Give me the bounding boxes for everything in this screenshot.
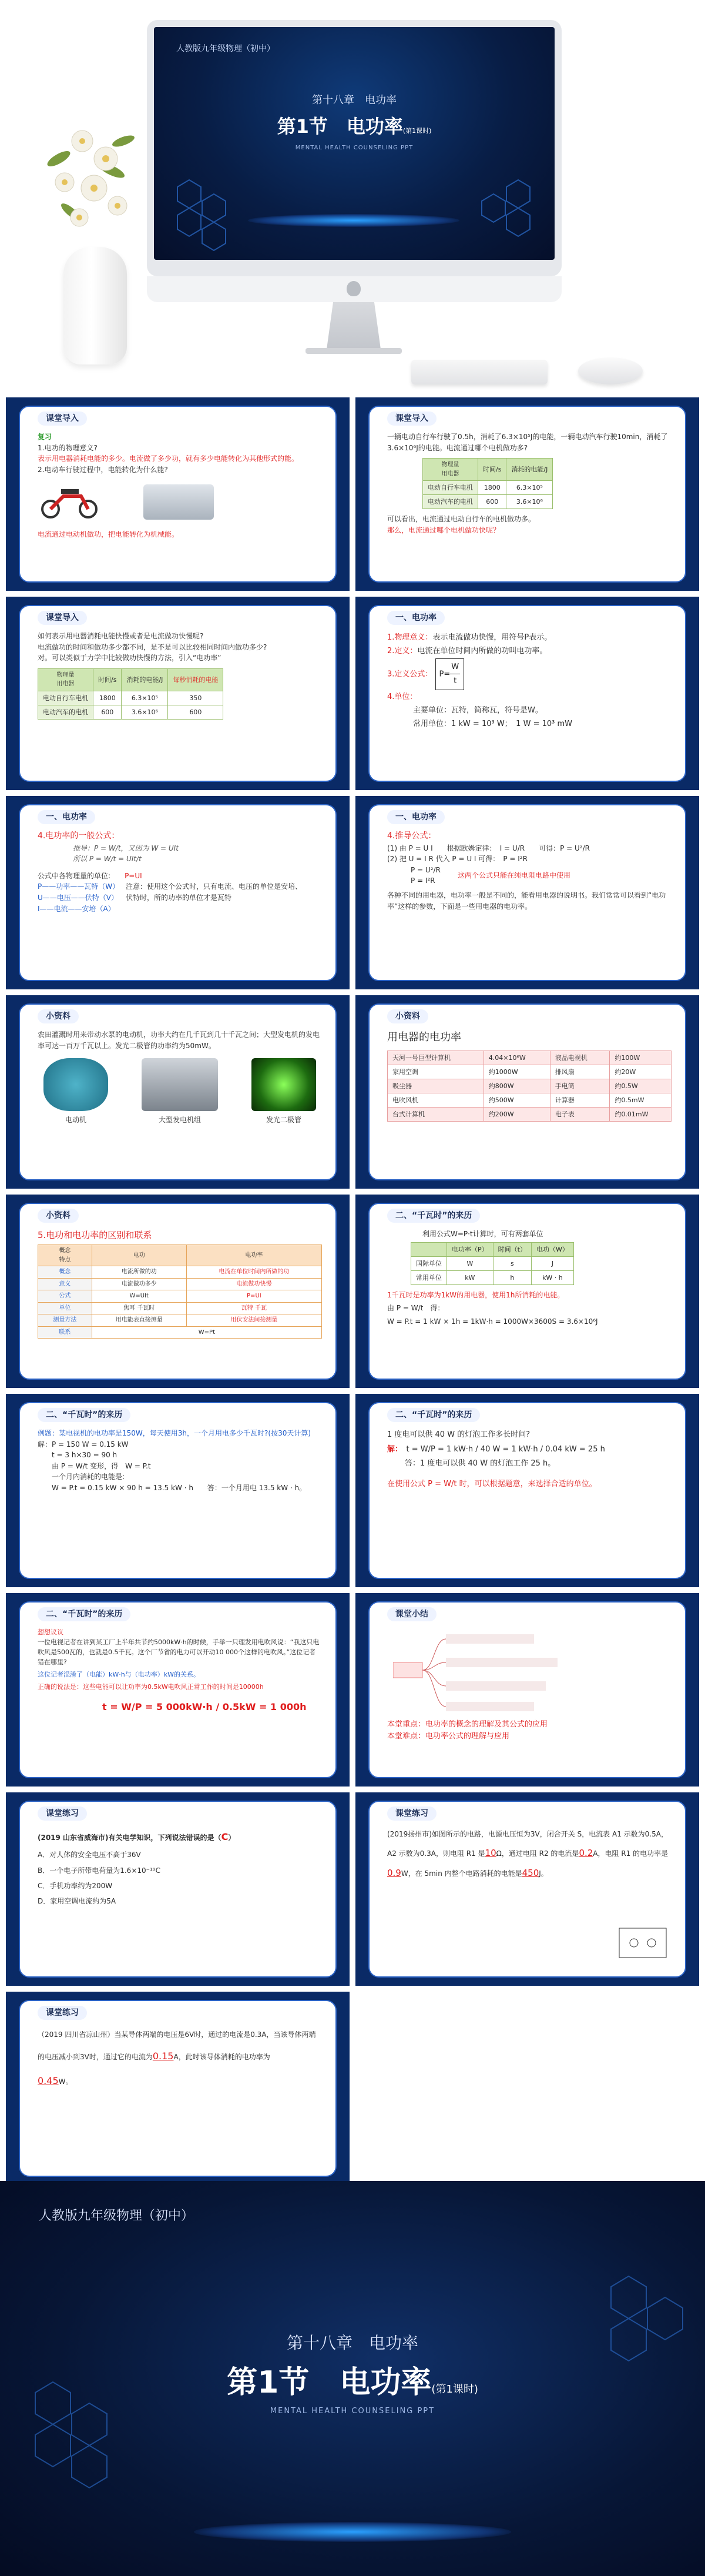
slide-title: 小资料 [38, 1209, 79, 1223]
slide-7 [6, 995, 350, 1189]
slide-16 [355, 1792, 699, 1986]
glow-bar [194, 2522, 511, 2542]
slide-card [368, 1003, 686, 1180]
e-car-image [143, 484, 214, 520]
slide-title: 小资料 [38, 1009, 79, 1023]
slide-9 [6, 1195, 350, 1388]
slide-title: 课堂练习 [387, 1806, 437, 1821]
footer-subtitle: MENTAL HEALTH COUNSELING PPT [270, 2407, 435, 2416]
paragraph-1: 电流做功的时间和做功多少都不同，是不是可以比较相同时间内做功多少? [38, 643, 267, 651]
mouse [578, 357, 643, 384]
power-formula: P= $\frac{W}{t}$ [435, 658, 465, 690]
mind-map-image [393, 1627, 569, 1715]
slide-card: 课堂练习 （2019 四川省凉山州）当某导体两端的电压是6V时，通过的电流是0.3A，当该导体两端的电压减小到3V时，通过它的电流为0.15A，此时该导体消耗的电功率为 0.45W。 [19, 2000, 337, 2177]
section-heading: 用电器的电功率 [387, 1031, 461, 1043]
option-c: C．手机功率约为200W [38, 1881, 113, 1890]
warning: 这两个公式只能在纯电阻电路中使用 [458, 871, 571, 880]
vase [63, 247, 127, 364]
e-bike-image [38, 479, 102, 520]
slide-5 [6, 796, 350, 989]
slide-title: 课堂导入 [387, 412, 437, 426]
led-image [251, 1058, 316, 1111]
slide-card [368, 1601, 686, 1778]
closing-slide [0, 2181, 705, 2576]
slide-title: 小资料 [387, 1009, 428, 1023]
slide-card: 二、“千瓦时”的来历 1 度电可以供 40 W 的灯泡工作多长时间? 解： t = W/P = 1 kW·h / 40 W = 1 kW·h / 0.04 kW = 25 h 答：1 度电可以供 40 W 的灯泡工作 25 h。 在使用公式 P = W/t 时，可以根据题意，来选择合适的单位。 [368, 1402, 686, 1579]
slide-12 [355, 1394, 699, 1587]
slide-card: 一、电功率 1.物理意义：表示电流做功快慢，用符号P表示。 2.定义：电流在单位时间内所做的功叫电功率。 3.定义公式： P= $\frac{W}{t}$ 4.单位： 主要单位：瓦特，简称瓦，符号是W。 常用单位：1 kW = 10³ W； 1 W = 10³ mW [368, 605, 686, 782]
slide-17 [6, 1992, 350, 2185]
monitor-stand [327, 302, 381, 349]
question: 如何表示用电器消耗电能快慢或者是电流做功快慢呢? [38, 632, 204, 640]
hero-section-title: 第1节 电功率(第1课时) [277, 115, 432, 138]
slide-10 [355, 1195, 699, 1388]
monitor-base [306, 348, 402, 354]
slide-6 [355, 796, 699, 989]
question: 那么，电流通过哪个电机做功快呢？ [387, 526, 501, 534]
option-b: B．一个电子所带电荷量为1.6×10⁻¹⁹C [38, 1866, 160, 1875]
slide-card: 课堂练习 (2019扬州市)如图所示的电路，电源电压恒为3V，闭合开关 S，电流表 A1 示数为0.5A，A2 示数为0.3A，则电阻 R1 是10Ω，通过电阻 R2 的电流是0.2A，电阻 R1 的电功率是0.9W，在 5min 内整个电路消耗的电能是450J。 [368, 1801, 686, 1978]
keyboard [411, 360, 548, 384]
hero-subtitle: MENTAL HEALTH COUNSELING PPT [295, 145, 414, 151]
option-a: A．对人体的安全电压不高于36V [38, 1851, 141, 1859]
slide-card [368, 406, 686, 583]
slide-title: 一、电功率 [387, 611, 445, 625]
slide-card: 二、“千瓦时”的来历 例题：某电视机的电功率是150W，每天使用3h，一个月用电多少千瓦时?(按30天计算) 解：P = 150 W = 0.15 kW t = 3 h×30 = 90 h 由 P = W/t 变形，得 W = P.t 一个月内消耗的电能是: W = P.t = 0.15 kW × 90 h = 13.5 kW · h 答：一个月用电 13.5 kW · h。 [19, 1402, 337, 1579]
slide-14 [355, 1593, 699, 1787]
glow-bar [248, 214, 459, 227]
question-1: 1.电功的物理意义? [38, 443, 98, 452]
problem-text: 一辆电动自行车行驶了0.5h，消耗了6.3×10⁵J的电能，一辆电动汽车行驶10min，消耗了3.6×10⁶J的电能。电流通过哪个电机做功多? [387, 433, 668, 452]
slide-3 [6, 597, 350, 790]
conclusion: 电流通过电动机做功，把电能转化为机械能。 [38, 530, 179, 539]
note: 注意：使用这个公式时，只有电流、电压的单位是安培、伏特时，所的功率的单位才是瓦特 [126, 882, 303, 902]
units-heading: 4.单位： [387, 692, 418, 701]
slide-title: 一、电功率 [38, 810, 95, 824]
answer-1: 表示用电器消耗电能的多少。电流做了多少功，就有多少电能转化为其他形式的能。 [38, 454, 299, 463]
question-2: 2.电动车行驶过程中，电能转化为什么能? [38, 465, 168, 474]
slide-title: 课堂导入 [38, 412, 87, 426]
slide-card: 小资料 5.电功和电功率的区别和联系 概念 特点 电功 电功率 概念 电流所做的功 电流在单位时间内所做的功 意义 电流做功多少 电流做功快慢 公式 W=UIt P=UI 单位 焦耳 千瓦时 瓦特 千瓦 测量方法 用电能表直接测量 用伏安法间接测量 联系 W=Pt [19, 1203, 337, 1380]
slide-card [19, 605, 337, 782]
option-d: D．家用空调电流约为5A [38, 1897, 116, 1906]
slide-8 [355, 995, 699, 1189]
review-heading: 复习 [38, 433, 52, 441]
slide-title: 课堂练习 [38, 1806, 87, 1821]
flower-bouquet-image [24, 106, 159, 259]
footer-publisher: 人教版九年级物理（初中） [39, 2209, 194, 2223]
footer-chapter: 第十八章 电功率 [286, 2333, 418, 2353]
slide-title: 一、电功率 [387, 810, 445, 824]
appliance-power-table: 天河一号巨型计算机 4.04×10⁶W 液晶电视机 约100W 家用空调 约1000W 排风扇 约20W 吸尘器 约800W 手电筒 约0.5W 电吹风机 约500W 计算器 约0.5mW 台式计算机 约200W 电子表 约0.01mW [387, 1051, 672, 1122]
slide-title: 课堂导入 [38, 611, 87, 625]
slide-card: 课堂练习 (2019 山东省威海市)有关电学知识，下列说法错误的是（C） A．对人体的安全电压不高于36V B．一个电子所带电荷量为1.6×10⁻¹⁹C C．手机功率约为200W D．家用空调电流约为5A [19, 1801, 337, 1978]
motor-image [43, 1058, 108, 1111]
monitor-screen [154, 27, 555, 260]
hexagon-pattern [154, 163, 555, 260]
slide-title: 二、“千瓦时”的来历 [387, 1209, 480, 1223]
comparison-table: 概念 特点 电功 电功率 概念 电流所做的功 电流在单位时间内所做的功 意义 电流做功多少 电流做功快慢 公式 W=UIt P=UI 单位 焦耳 千瓦时 瓦特 千瓦 测量方法 用电能表直接测量 用伏安法间接测量 联系 W=Pt [38, 1244, 322, 1339]
slide-card [19, 406, 337, 583]
formula-heading: 4.电功率的一般公式： [38, 831, 120, 841]
slide-card: 一、电功率 4.电功率的一般公式： 推导：P = W/t，又因为 W = UIt 所以 P = W/t = UIt/t 公式中各物理量的单位: P=UI P——功率——瓦特（W） U——电压——伏特（V） I——电流——安培（A） 注意：使用这个公式时，只有电流、电压的单位是安培、伏特时，所的功率的单位才是瓦特 [19, 804, 337, 981]
slide-13 [6, 1593, 350, 1787]
slide-title: 课堂小结 [387, 1607, 437, 1621]
energy-table: 物理量 用电器 时间/s 消耗的电能/J 电动自行车电机 1800 6.3×10⁵ 电动汽车的电机 600 3.6×10⁶ [422, 458, 553, 509]
hero-publisher: 人教版九年级物理（初中） [176, 44, 275, 53]
apple-logo-icon [347, 281, 361, 296]
key-point: 本堂重点：电功率的概念的理解及其公式的应用 [387, 1719, 548, 1729]
slide-card: 二、“千瓦时”的来历 利用公式W=P·t计算时，可有两套单位 电功率（P） 时间（t） 电功（W） 国际单位 W s J 常用单位 kW h kW · h 1千瓦时是功率为1kW的用电器，使用1h所消耗的电能。 由 P = W/t 得： W = P.t = 1 kW × 1h = 1kW·h = 1000W×3600S = 3.6×10⁶J [368, 1203, 686, 1380]
observation: 可以看出，电流通过电动自行车的电机做功多。 [387, 515, 536, 524]
hero-chapter: 第十八章 电功率 [312, 94, 397, 106]
power-table: 物理量 用电器 时间/s 消耗的电能/J 每秒消耗的电能 电动自行车电机 1800 6.3×10⁵ 350 电动汽车的电机 600 3.6×10⁶ 600 [38, 668, 223, 720]
footer-section-title: 第1节 电功率(第1课时) [227, 2365, 478, 2400]
unit-table: 电功率（P） 时间（t） 电功（W） 国际单位 W s J 常用单位 kW h kW · h [411, 1242, 574, 1285]
slide-card: 小资料 农田灌溉时用来带动水泵的电动机，功率大约在几千瓦到几十千瓦之间；大型发电机的发电率可达一百万千瓦以上。发光二极管的功率约为50mW。 电动机 大型发电机组 发光二极管 [19, 1003, 337, 1180]
paragraph-2: 对。可以类似于力学中比较做功快慢的方法，引入“电功率” [38, 654, 221, 663]
difficult-point: 本堂难点：电功率公式的理解与应用 [387, 1731, 510, 1741]
slide-title: 二、“千瓦时”的来历 [387, 1408, 480, 1422]
slide-15 [6, 1792, 350, 1986]
slide-11 [6, 1394, 350, 1587]
slide-title: 二、“千瓦时”的来历 [38, 1607, 130, 1621]
slide-4 [355, 597, 699, 790]
slide-title: 二、“千瓦时”的来历 [38, 1408, 130, 1422]
slide-title: 课堂练习 [38, 2006, 87, 2020]
circuit-diagram [616, 1925, 669, 1961]
slide-1 [6, 397, 350, 591]
hero-mockup [0, 0, 705, 397]
generator-image [142, 1058, 218, 1111]
slide-card: 一、电功率 4.推导公式： (1) 由 P = U I 根据欧姆定律： I = U/R 可得：P = U²/R (2) 把 U = I R 代入 P = U I 可得： P = I²R P = U²/R P = I²R 这两个公式只能在纯电阻电路中使用 各种不同的用电器，电功率一般是不同的，能看用电器的说明书。我们常常可以看到“电功率”这样的参数，下面是一些用电器的电功率。 [368, 804, 686, 981]
slide-card: 二、“千瓦时”的来历 想想议议 一位电视记者在讲到某工厂上半年共节约5000kW·h的时候，手举一只理发用电吹风说：“我这只电吹风是500瓦的，也就是0.5千瓦。这个厂节省的电力可以开动10 000个这样的电吹风。”这位记者错在哪里? 这位记者混淆了（电能）kW·h与（电功率）kW的关系。 正确的说法是：这些电能可以让功率为0.5kW电吹风正常工作的时间是10000h t = W/P = 5 000kW·h / 0.5kW = 1 000h [19, 1601, 337, 1778]
slide-2 [355, 397, 699, 591]
